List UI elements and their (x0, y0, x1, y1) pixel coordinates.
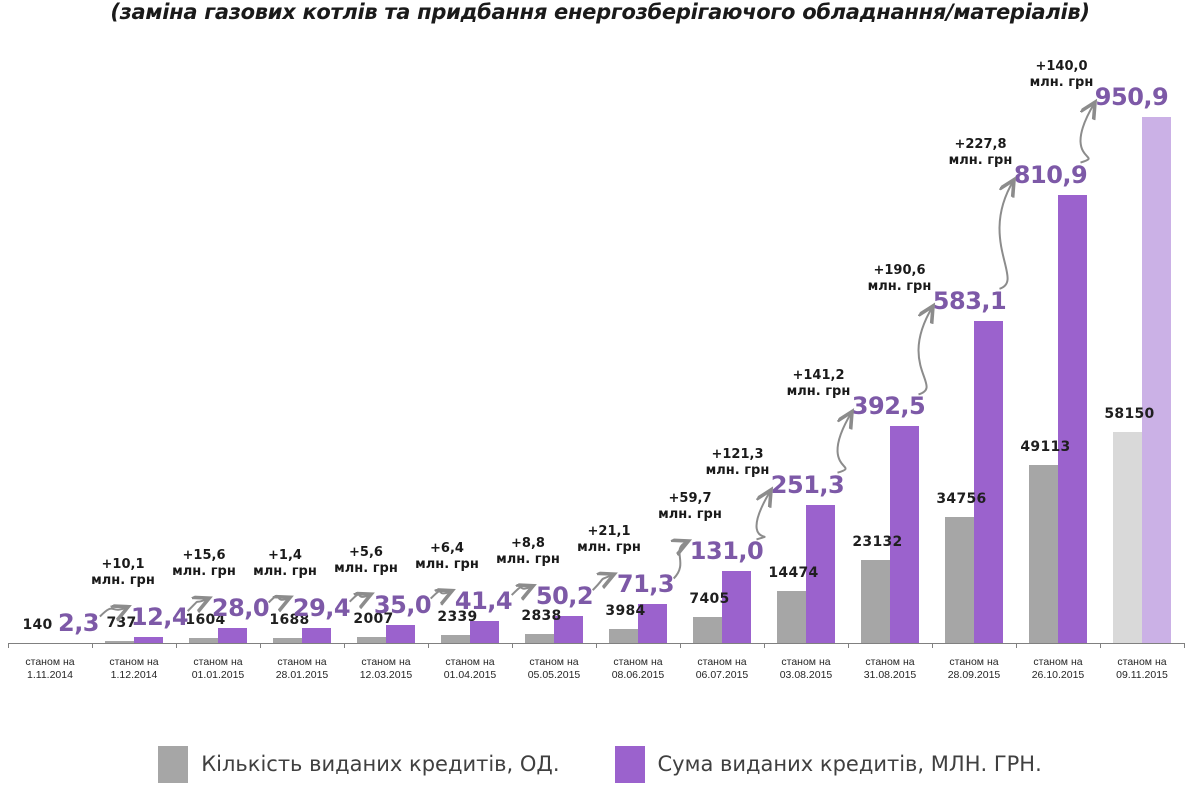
x-axis-tick (932, 643, 933, 648)
x-axis-label-date: 26.10.2015 (1031, 669, 1085, 681)
delta-value: +5,6 (349, 544, 383, 560)
amount-value-label: 41,4 (454, 587, 513, 616)
delta-unit: млн. грн (948, 152, 1013, 168)
x-axis-label-date: 1.12.2014 (110, 669, 158, 681)
x-axis-label-prefix: станом на (949, 656, 999, 668)
x-axis-label (192, 656, 245, 682)
x-axis-label-prefix: станом на (529, 656, 579, 668)
delta-unit: млн. грн (1029, 75, 1094, 90)
delta-unit: млн. грн (577, 540, 641, 556)
count-bar (609, 629, 638, 644)
amount-value-label: 2,3 (57, 608, 100, 637)
x-axis-label-prefix: станом на (25, 656, 75, 668)
amount-bar (1058, 195, 1087, 644)
x-axis-tick (1184, 643, 1185, 648)
delta-annotation (172, 548, 236, 580)
x-axis-label-date: 12.03.2015 (359, 669, 413, 681)
delta-annotation (577, 524, 641, 556)
delta-unit: млн. грн (91, 573, 155, 589)
amount-value-label: 29,4 (292, 593, 351, 622)
x-axis-label-prefix: станом на (1117, 656, 1167, 668)
delta-unit: млн. грн (415, 557, 479, 573)
amount-value-label: 131,0 (689, 537, 764, 566)
delta-value: +10,1 (101, 557, 145, 573)
delta-annotation (949, 137, 1013, 169)
x-axis-tick (848, 643, 849, 648)
amount-value-label: 12,4 (130, 603, 189, 632)
count-value-label: 2339 (437, 609, 478, 626)
count-bar (777, 591, 806, 644)
amount-value-label: 28,0 (211, 594, 270, 623)
x-axis-label (360, 656, 413, 682)
count-value-label: 23132 (852, 533, 903, 550)
amount-bar (722, 571, 751, 644)
x-axis-label-prefix: станом на (865, 656, 915, 668)
x-axis-label (612, 656, 665, 682)
amount-value-label: 35,0 (373, 590, 432, 619)
x-axis-label (276, 656, 329, 682)
count-value-label: 58150 (1104, 406, 1155, 422)
x-axis-label (25, 656, 74, 682)
amount-bar (386, 625, 415, 644)
delta-unit: млн. грн (867, 278, 932, 294)
x-axis-label-date: 01.01.2015 (191, 669, 245, 681)
x-axis-label-date: 28.09.2015 (947, 669, 1001, 681)
delta-value: +1,4 (268, 547, 302, 563)
delta-unit: млн. грн (658, 507, 722, 523)
delta-annotation (253, 548, 317, 580)
x-axis-label-prefix: станом на (781, 656, 831, 668)
x-axis-tick (680, 643, 681, 648)
delta-annotation (706, 447, 770, 479)
x-axis-label (864, 656, 917, 682)
amount-value-label: 583,1 (932, 286, 1007, 315)
count-value-label: 2838 (521, 607, 562, 624)
x-axis-label-date: 08.06.2015 (611, 669, 665, 681)
x-axis-label-date: 1.11.2014 (27, 669, 73, 681)
x-axis-label-date: 05.05.2015 (527, 669, 581, 681)
x-axis-label-prefix: станом на (277, 656, 327, 668)
amount-bar (302, 628, 331, 644)
count-value-label: 3984 (605, 603, 646, 620)
delta-annotation (1030, 59, 1094, 91)
legend (0, 740, 1200, 788)
x-axis-label (948, 656, 1001, 682)
legend-item-amount (615, 746, 1042, 783)
delta-annotation (658, 491, 722, 523)
x-axis-tick (8, 643, 9, 648)
x-axis-label-date: 06.07.2015 (695, 669, 749, 681)
x-axis-label (696, 656, 749, 682)
x-axis-tick (176, 643, 177, 648)
amount-value-label: 71,3 (616, 570, 675, 599)
x-axis-label-prefix: станом на (1033, 656, 1083, 668)
amount-value-label: 251,3 (770, 470, 845, 499)
legend-label-amount: Сума виданих кредитів, МЛН. ГРН. (657, 752, 1042, 776)
delta-value: +6,4 (430, 541, 464, 557)
legend-item-count (158, 746, 559, 783)
delta-unit: млн. грн (496, 552, 560, 568)
x-axis-tick (596, 643, 597, 648)
x-axis-tick (260, 643, 261, 648)
x-axis-label-prefix: станом на (109, 656, 159, 668)
x-axis-label (528, 656, 581, 682)
x-axis-label-prefix: станом на (613, 656, 663, 668)
count-bar (1029, 465, 1058, 644)
delta-value: +140,0 (1035, 59, 1088, 74)
delta-annotation (868, 263, 932, 295)
x-axis-tick (428, 643, 429, 648)
count-value-label: 34756 (936, 491, 987, 508)
delta-value: +190,6 (873, 262, 926, 278)
x-axis-tick (92, 643, 93, 648)
legend-swatch-amount (615, 746, 645, 783)
count-bar (945, 517, 974, 644)
x-axis-tick (1016, 643, 1017, 648)
delta-annotation (91, 557, 155, 589)
delta-annotation (496, 536, 560, 568)
delta-value: +121,3 (711, 446, 764, 462)
count-bar (861, 560, 890, 644)
amount-bar (1142, 117, 1171, 644)
x-axis-label-date: 01.04.2015 (443, 669, 497, 681)
delta-value: +141,2 (792, 368, 845, 384)
amount-value-label: 50,2 (535, 582, 594, 611)
x-axis-tick (512, 643, 513, 648)
x-axis-label-prefix: станом на (361, 656, 411, 668)
count-value-label: 140 (22, 617, 53, 633)
legend-swatch-count (158, 746, 188, 783)
delta-unit: млн. грн (334, 560, 398, 576)
count-value-label: 2007 (353, 610, 394, 627)
x-axis-label (1116, 656, 1168, 682)
amount-bar (218, 628, 247, 644)
x-axis-label-prefix: станом на (193, 656, 243, 668)
delta-annotation (787, 368, 851, 400)
amount-bar (974, 321, 1003, 644)
delta-unit: млн. грн (786, 384, 851, 400)
amount-value-label: 392,5 (851, 392, 926, 421)
delta-annotation (334, 545, 398, 577)
legend-label-count: Кількість виданих кредитів, ОД. (201, 752, 560, 776)
x-axis-label-date: 03.08.2015 (779, 669, 833, 681)
chart-title: (заміна газових котлів та придбання енергозберігаючого обладнання/матеріалів) (110, 0, 1090, 24)
delta-value: +59,7 (668, 491, 712, 507)
count-bar (1113, 432, 1142, 644)
count-value-label: 1604 (185, 612, 226, 629)
x-axis-label (109, 656, 158, 682)
delta-value: +21,1 (587, 524, 631, 540)
count-value-label: 737 (106, 615, 137, 632)
x-axis-tick (1100, 643, 1101, 648)
x-axis-label (1032, 656, 1085, 682)
x-axis-tick (764, 643, 765, 648)
count-value-label: 1688 (269, 611, 310, 628)
x-axis-label-prefix: станом на (445, 656, 495, 668)
x-axis-label-date: 09.11.2015 (1116, 669, 1168, 681)
x-axis-label (780, 656, 833, 682)
delta-unit: млн. грн (705, 462, 770, 478)
amount-value-label: 950,9 (1094, 83, 1169, 111)
amount-value-label: 810,9 (1013, 160, 1088, 189)
delta-value: +227,8 (954, 136, 1007, 152)
x-axis-label-date: 28.01.2015 (275, 669, 329, 681)
count-value-label: 14474 (768, 565, 819, 582)
x-axis-tick (344, 643, 345, 648)
delta-annotation (415, 541, 479, 573)
x-axis-label (444, 656, 497, 682)
delta-value: +15,6 (182, 548, 226, 564)
count-value-label: 7405 (689, 591, 730, 607)
x-axis-label-date: 31.08.2015 (863, 669, 917, 681)
delta-value: +8,8 (511, 536, 545, 552)
x-axis-label-prefix: станом на (697, 656, 747, 668)
count-bar (693, 617, 722, 644)
delta-unit: млн. грн (253, 563, 317, 579)
delta-unit: млн. грн (172, 564, 236, 580)
count-value-label: 49113 (1020, 438, 1071, 455)
